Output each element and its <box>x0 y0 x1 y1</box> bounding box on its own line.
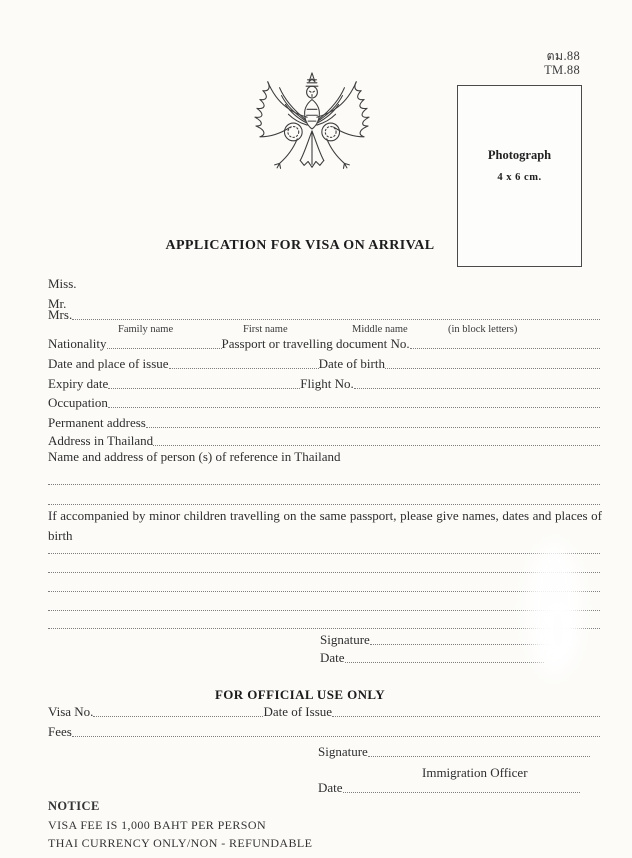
notice-fee-line: VISA FEE IS 1,000 BAHT PER PERSON <box>48 818 267 832</box>
photo-size-label: 4 x 6 cm. <box>497 172 542 183</box>
notice-heading: NOTICE <box>48 799 100 813</box>
date-of-birth-field[interactable] <box>385 367 600 369</box>
form-title: APPLICATION FOR VISA ON ARRIVAL <box>165 238 435 253</box>
occupation-field[interactable] <box>108 406 600 408</box>
address-thailand-label: Address in Thailand <box>48 433 154 449</box>
address-thailand-row <box>48 431 600 448</box>
expiry-date-label: Expiry date <box>48 376 109 392</box>
officer-date-label: Date <box>318 780 343 796</box>
occupation-label: Occupation <box>48 395 108 411</box>
flight-no-field[interactable] <box>354 387 600 389</box>
officer-date-field[interactable] <box>343 791 580 793</box>
officer-date-row <box>318 778 580 795</box>
officer-signature-row <box>318 742 590 759</box>
official-use-heading: FOR OFFICIAL USE ONLY <box>214 687 386 702</box>
officer-signature-label: Signature <box>318 744 368 760</box>
fees-row <box>48 722 600 739</box>
miss-label: Miss. <box>48 276 77 291</box>
flight-no-label: Flight No. <box>300 376 354 392</box>
mr-label: Mr. <box>48 296 67 311</box>
officer-signature-field[interactable] <box>368 755 590 757</box>
expiry-flight-row <box>48 374 600 391</box>
passport-no-label: Passport or travelling document No. <box>221 336 410 352</box>
photo-label: Photograph <box>487 148 552 162</box>
visa-no-label: Visa No. <box>48 704 94 720</box>
visa-no-field[interactable] <box>93 715 263 717</box>
visa-no-row <box>48 702 600 719</box>
children-field-line-5[interactable] <box>48 628 600 629</box>
permanent-address-row <box>48 413 600 430</box>
permanent-address-field[interactable] <box>146 426 600 428</box>
immigration-officer-label: Immigration Officer <box>422 765 528 780</box>
reference-field-line-1[interactable] <box>48 484 600 485</box>
mrs-row <box>48 305 600 322</box>
applicant-date-row <box>320 648 544 665</box>
notice-currency-line: THAI CURRENCY ONLY/NON - REFUNDABLE <box>48 836 313 850</box>
form-code-latin: TM.88 <box>544 63 580 77</box>
permanent-address-label: Permanent address <box>48 415 146 431</box>
applicant-signature-row <box>320 630 554 647</box>
garuda-emblem-icon <box>238 70 386 188</box>
fees-label: Fees <box>48 724 72 740</box>
occupation-row <box>48 393 600 410</box>
expiry-date-field[interactable] <box>108 387 300 389</box>
date-of-issue-field[interactable] <box>332 715 600 717</box>
nationality-passport-row <box>48 334 600 351</box>
children-field-line-2[interactable] <box>48 572 600 573</box>
first-name-label: First name <box>243 324 288 335</box>
date-of-birth-label: Date of birth <box>318 356 385 372</box>
nationality-field[interactable] <box>107 347 222 349</box>
minor-children-label: If accompanied by minor children travelling on the same passport, please give names, dates and places of birth <box>48 508 602 543</box>
issue-birth-row <box>48 354 600 371</box>
passport-no-field[interactable] <box>410 347 600 349</box>
signature-label: Signature <box>320 632 370 648</box>
date-of-issue-label: Date of Issue <box>263 704 333 720</box>
reference-label: Name and address of person (s) of reference in Thailand <box>48 449 341 464</box>
children-field-line-3[interactable] <box>48 591 600 592</box>
name-field[interactable] <box>72 318 600 320</box>
nationality-label: Nationality <box>48 336 107 352</box>
fees-field[interactable] <box>72 735 600 737</box>
date-label: Date <box>320 650 345 666</box>
date-field[interactable] <box>345 661 544 663</box>
form-code-thai: ตม.88 <box>546 49 580 63</box>
address-thailand-field[interactable] <box>153 444 600 446</box>
mrs-label: Mrs. <box>48 307 73 323</box>
children-field-line-4[interactable] <box>48 610 600 611</box>
block-letters-label: (in block letters) <box>448 324 518 335</box>
middle-name-label: Middle name <box>352 324 408 335</box>
reference-field-line-2[interactable] <box>48 504 600 505</box>
children-field-line-1[interactable] <box>48 553 600 554</box>
family-name-label: Family name <box>118 324 174 335</box>
date-place-issue-label: Date and place of issue <box>48 356 169 372</box>
signature-field[interactable] <box>370 643 554 645</box>
date-place-issue-field[interactable] <box>169 367 319 369</box>
